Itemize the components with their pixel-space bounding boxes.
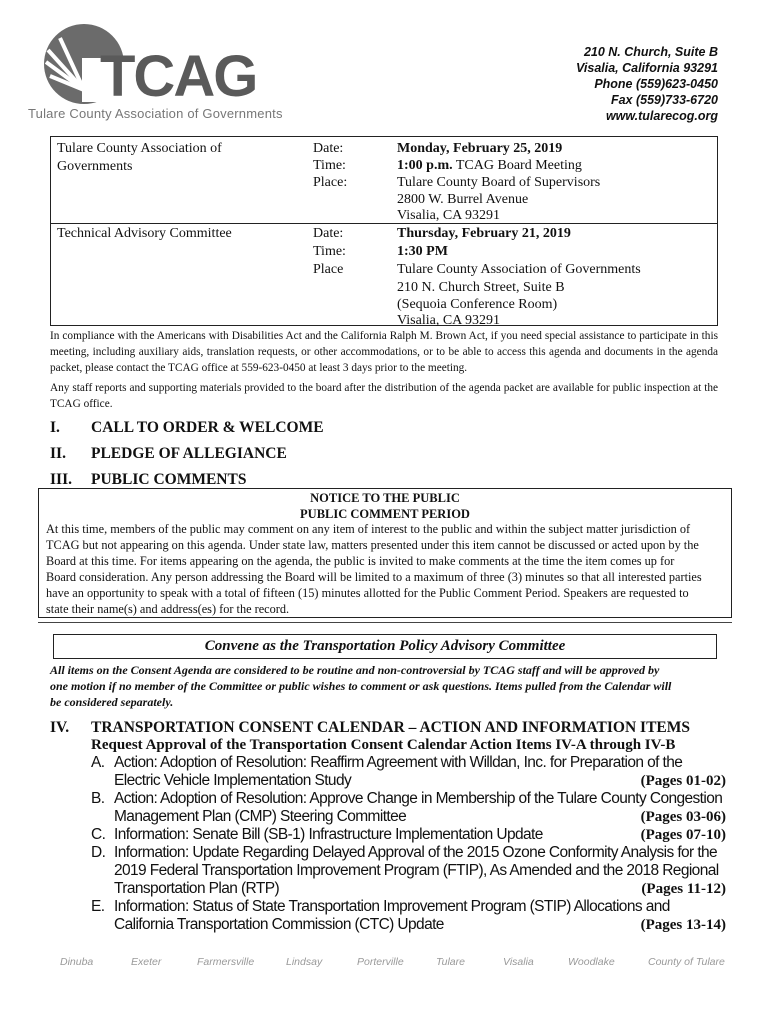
item-c-line-1: Information: Senate Bill (SB-1) Infrastructure Implementation Update	[114, 826, 543, 843]
meeting2-time	[397, 243, 448, 261]
footer-city-visalia: Visalia	[503, 956, 534, 968]
notice-subheading: PUBLIC COMMENT PERIOD	[300, 507, 470, 521]
footer-county-tulare: County of Tulare	[648, 956, 725, 968]
item-b-line-1: Action: Adoption of Resolution: Approve Change in Membership of the Tulare County Congestion	[114, 790, 723, 807]
section3-title: PUBLIC COMMENTS	[91, 471, 247, 488]
section1-number: I.	[50, 419, 60, 436]
member-cities-footer	[0, 956, 770, 972]
meeting2-date: Thursday, February 21, 2019	[397, 226, 571, 241]
address-block	[576, 44, 718, 124]
meeting2-place-line1: Tulare County Association of Governments	[397, 262, 641, 277]
meeting2-time-label: Time:	[313, 244, 346, 259]
consent-note-line-1: All items on the Consent Agenda are considered to be routine and non-controversial by TCAG staff and will be approved by	[50, 663, 660, 677]
meeting1-time-value: 1:00 p.m.	[397, 158, 453, 173]
item-b-pages: (Pages 03-06)	[640, 809, 726, 825]
item-c-pages: (Pages 07-10)	[640, 827, 726, 843]
section1-title: CALL TO ORDER & WELCOME	[91, 419, 324, 436]
item-e-pages: (Pages 13-14)	[640, 917, 726, 933]
logo-text: TCAG	[100, 44, 257, 109]
footer-city-dinuba: Dinuba	[60, 956, 94, 968]
meeting2-date-label: Date:	[313, 226, 344, 241]
meeting2-place-line2: 210 N. Church Street, Suite B	[397, 280, 565, 295]
section4-title: TRANSPORTATION CONSENT CALENDAR – ACTION AND INFORMATION ITEMS	[91, 719, 691, 736]
notice-line-1: At this time, members of the public may comment on any item of interest to the public and within the subject matter jurisdiction of	[46, 522, 691, 536]
address-line1: 210 N. Church, Suite B	[583, 45, 718, 59]
notice-heading: NOTICE TO THE PUBLIC	[310, 491, 460, 505]
notice-line-6: state their name(s) and address(es) for the record.	[46, 602, 290, 616]
notice-line-2: TCAG but not appearing on this agenda. Under state law, matters presented under this item cannot be discussed or acted upon by the	[46, 538, 699, 552]
staff-reports-notice: Any staff reports and supporting materials provided to the board after the distribution of the agenda packet are available for public inspection at the TCAG office.	[50, 382, 718, 410]
meeting1-time-label: Time:	[313, 158, 346, 173]
footer-city-lindsay: Lindsay	[286, 956, 323, 968]
footer-city-porterville: Porterville	[357, 956, 404, 968]
footer-city-woodlake: Woodlake	[568, 956, 615, 968]
footer-city-farmersville: Farmersville	[197, 956, 255, 968]
consent-note-line-3: be considered separately.	[50, 695, 174, 709]
meeting1-time-desc: TCAG Board Meeting	[452, 158, 582, 173]
item-a-line-2: Electric Vehicle Implementation Study	[114, 772, 352, 789]
meeting2-time-value: 1:30 PM	[397, 244, 448, 259]
meeting-divider	[51, 223, 717, 224]
meeting1-date-label: Date:	[313, 141, 344, 156]
meeting1-time	[397, 157, 582, 175]
item-e-letter: E.	[91, 898, 105, 915]
meeting2-place-line4: Visalia, CA 93291	[397, 313, 500, 328]
section4-subtitle: Request Approval of the Transportation Consent Calendar Action Items IV-A through IV-B	[91, 737, 676, 753]
website: www.tularecog.org	[605, 109, 718, 123]
section3-number: III.	[50, 471, 72, 488]
meeting2-place-label: Place	[313, 262, 344, 277]
fax: Fax (559)733-6720	[610, 93, 718, 107]
notice-line-5: have an opportunity to speak with a total of fifteen (15) minutes allotted for the Public Comment Period. Speakers are requested to	[46, 586, 689, 600]
item-a-letter: A.	[91, 754, 105, 771]
meeting1-place-line2: 2800 W. Burrel Avenue	[397, 192, 529, 207]
section2-title: PLEDGE OF ALLEGIANCE	[91, 445, 287, 462]
meeting1-date: Monday, February 25, 2019	[397, 141, 563, 156]
ada-notice: In compliance with the Americans with Disabilities Act and the California Ralph M. Brown Act, if you need special assistance to participate in this meeting, including auxiliary aids, translation requests, or other accommodations, or to be able to access this agenda and documents in the agenda packet, please contact the TCAG office at 559-623-0450 at least 3 days prior to the meeting.	[50, 330, 718, 374]
notice-line-4: Board consideration. Any person addressing the Board will be limited to a maximum of three (3) minutes so that all interested parties	[46, 570, 702, 584]
item-b-letter: B.	[91, 790, 105, 807]
convene-heading: Convene as the Transportation Policy Advisory Committee	[53, 634, 717, 659]
meeting1-place-label: Place:	[313, 175, 348, 190]
section2-number: II.	[50, 445, 66, 462]
section4-number: IV.	[50, 719, 70, 736]
meeting2-place-line3: (Sequoia Conference Room)	[397, 297, 558, 312]
consent-note-line-2: one motion if no member of the Committee or public wishes to comment or ask questions. Items pulled from the Calendar will	[50, 679, 672, 693]
item-d-letter: D.	[91, 844, 106, 861]
phone: Phone (559)623-0450	[594, 77, 718, 91]
item-d-line-3: Transportation Plan (RTP)	[114, 880, 280, 897]
item-d-line-1: Information: Update Regarding Delayed Approval of the 2015 Ozone Conformity Analysis for the	[114, 844, 718, 861]
address-line2: Visalia, California 93291	[576, 61, 718, 75]
meeting1-org: Tulare County Association of Governments	[57, 141, 222, 174]
section-divider	[38, 622, 732, 623]
logo-subtitle: Tulare County Association of Governments	[28, 106, 283, 121]
notice-line-3: Board at this time. For items appearing on the agenda, the public is invited to make comments at the time the item comes up for	[46, 554, 675, 568]
footer-city-exeter: Exeter	[131, 956, 162, 968]
meeting1-place-line3: Visalia, CA 93291	[397, 208, 500, 223]
item-a-line-1: Action: Adoption of Resolution: Reaffirm Agreement with Willdan, Inc. for Preparation of the	[114, 754, 683, 771]
item-d-line-2: 2019 Federal Transportation Improvement Program (FTIP), As Amended and the 2018 Regional	[114, 862, 719, 879]
item-a-pages: (Pages 01-02)	[640, 773, 726, 789]
meeting2-org: Technical Advisory Committee	[57, 226, 232, 241]
item-e-line-1: Information: Status of State Transportation Improvement Program (STIP) Allocations and	[114, 898, 670, 915]
footer-city-tulare: Tulare	[436, 956, 465, 968]
item-e-line-2: California Transportation Commission (CTC) Update	[114, 916, 444, 933]
meeting1-place-line1: Tulare County Board of Supervisors	[397, 175, 601, 190]
item-b-line-2: Management Plan (CMP) Steering Committee	[114, 808, 407, 825]
item-d-pages: (Pages 11-12)	[641, 881, 726, 897]
item-c-letter: C.	[91, 826, 106, 843]
